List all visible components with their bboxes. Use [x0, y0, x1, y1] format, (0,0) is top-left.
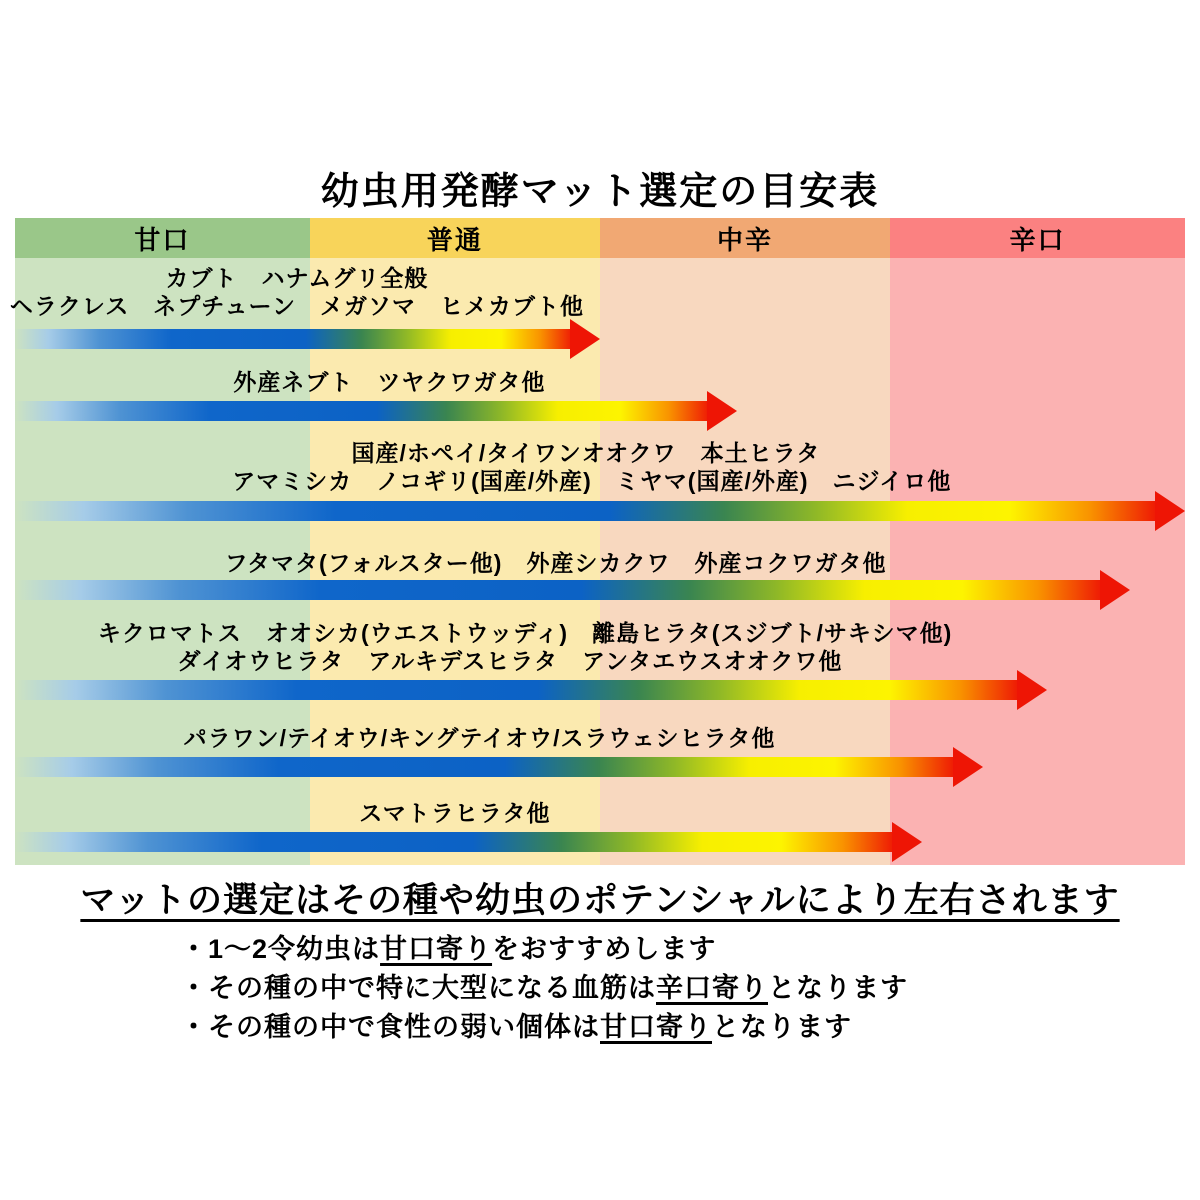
row5-label-line2: ダイオウヒラタ アルキデスヒラタ アンタエウスオオクワ他: [177, 648, 843, 674]
row6-range-arrow: [15, 747, 983, 787]
bullet-2-post: となります: [768, 973, 908, 1003]
arrow-head-icon: [707, 391, 737, 431]
gradient-arrow-body: [15, 757, 957, 777]
row2-label-line1: 外産ネブト ツヤクワガタ他: [233, 369, 546, 395]
gradient-arrow-body: [15, 329, 574, 349]
arrow-head-icon: [1017, 670, 1047, 710]
row3-label-line1: 国産/ホペイ/タイワンオオクワ 本土ヒラタ: [351, 440, 821, 466]
column-header-futsuu: [310, 218, 600, 258]
column-header-label: 甘口: [134, 224, 191, 255]
bullet-3-pre: ・その種の中で食性の弱い個体は: [180, 1012, 600, 1042]
row7-range-arrow: [15, 822, 922, 862]
arrow-head-icon: [1100, 570, 1130, 610]
row2-range-arrow: [15, 391, 737, 431]
row1-label-line1: カブト ハナムグリ全般: [165, 265, 429, 291]
row6-label-line1: パラワン/テイオウ/キングテイオウ/スラウェシヒラタ他: [183, 725, 776, 751]
column-header-label: 普通: [426, 224, 483, 255]
row1-label-line2: ヘラクレス ネプチューン メガソマ ヒメカブト他: [9, 293, 585, 319]
column-header-label: 辛口: [1009, 224, 1066, 255]
column-header-chuukara: [600, 218, 890, 258]
gradient-arrow-body: [15, 680, 1021, 700]
bullet-1-emphasis: 甘口寄り: [380, 934, 493, 964]
footer-bullets: [180, 930, 908, 1047]
bullet-1-pre: ・1〜2令幼虫は: [180, 934, 381, 964]
column-header-karakuchi: [890, 218, 1185, 258]
row3-label-line2: アマミシカ ノコギリ(国産/外産) ミヤマ(国産/外産) ニジイロ他: [232, 468, 952, 494]
row1-range-arrow: [15, 319, 600, 359]
column-header-label: 中辛: [717, 224, 774, 255]
bullet-1: [180, 930, 908, 969]
gradient-arrow-body: [15, 501, 1159, 521]
gradient-arrow-body: [15, 401, 711, 421]
bullet-2: [180, 969, 908, 1008]
bullet-1-post: をおすすめします: [492, 934, 717, 964]
row4-label-line1: フタマタ(フォルスター他) 外産シカクワ 外産コクワガタ他: [224, 550, 887, 576]
bullet-2-emphasis: 辛口寄り: [656, 973, 768, 1003]
row4-range-arrow: [15, 570, 1130, 610]
arrow-head-icon: [953, 747, 983, 787]
gradient-arrow-body: [15, 832, 896, 852]
mat-selection-chart: [9, 218, 1185, 865]
bullet-3: [180, 1008, 908, 1047]
arrow-head-icon: [1155, 491, 1185, 531]
row3-range-arrow: [15, 491, 1185, 531]
row5-range-arrow: [15, 670, 1047, 710]
bullet-3-post: となります: [712, 1012, 852, 1042]
page-title: 幼虫用発酵マット選定の目安表: [320, 171, 880, 213]
arrow-head-icon: [570, 319, 600, 359]
bullet-2-pre: ・その種の中で特に大型になる血筋は: [180, 973, 656, 1003]
footer-heading: マットの選定はその種や幼虫のポテンシャルにより左右されます: [80, 881, 1120, 920]
column-header-amakuchi: [15, 218, 310, 258]
gradient-arrow-body: [15, 580, 1104, 600]
row7-label-line1: スマトラヒラタ他: [359, 800, 551, 826]
bullet-3-emphasis: 甘口寄り: [600, 1012, 712, 1042]
row5-label-line1: キクロマトス オオシカ(ウエストウッディ) 離島ヒラタ(スジブト/サキシマ他): [97, 620, 953, 646]
arrow-head-icon: [892, 822, 922, 862]
